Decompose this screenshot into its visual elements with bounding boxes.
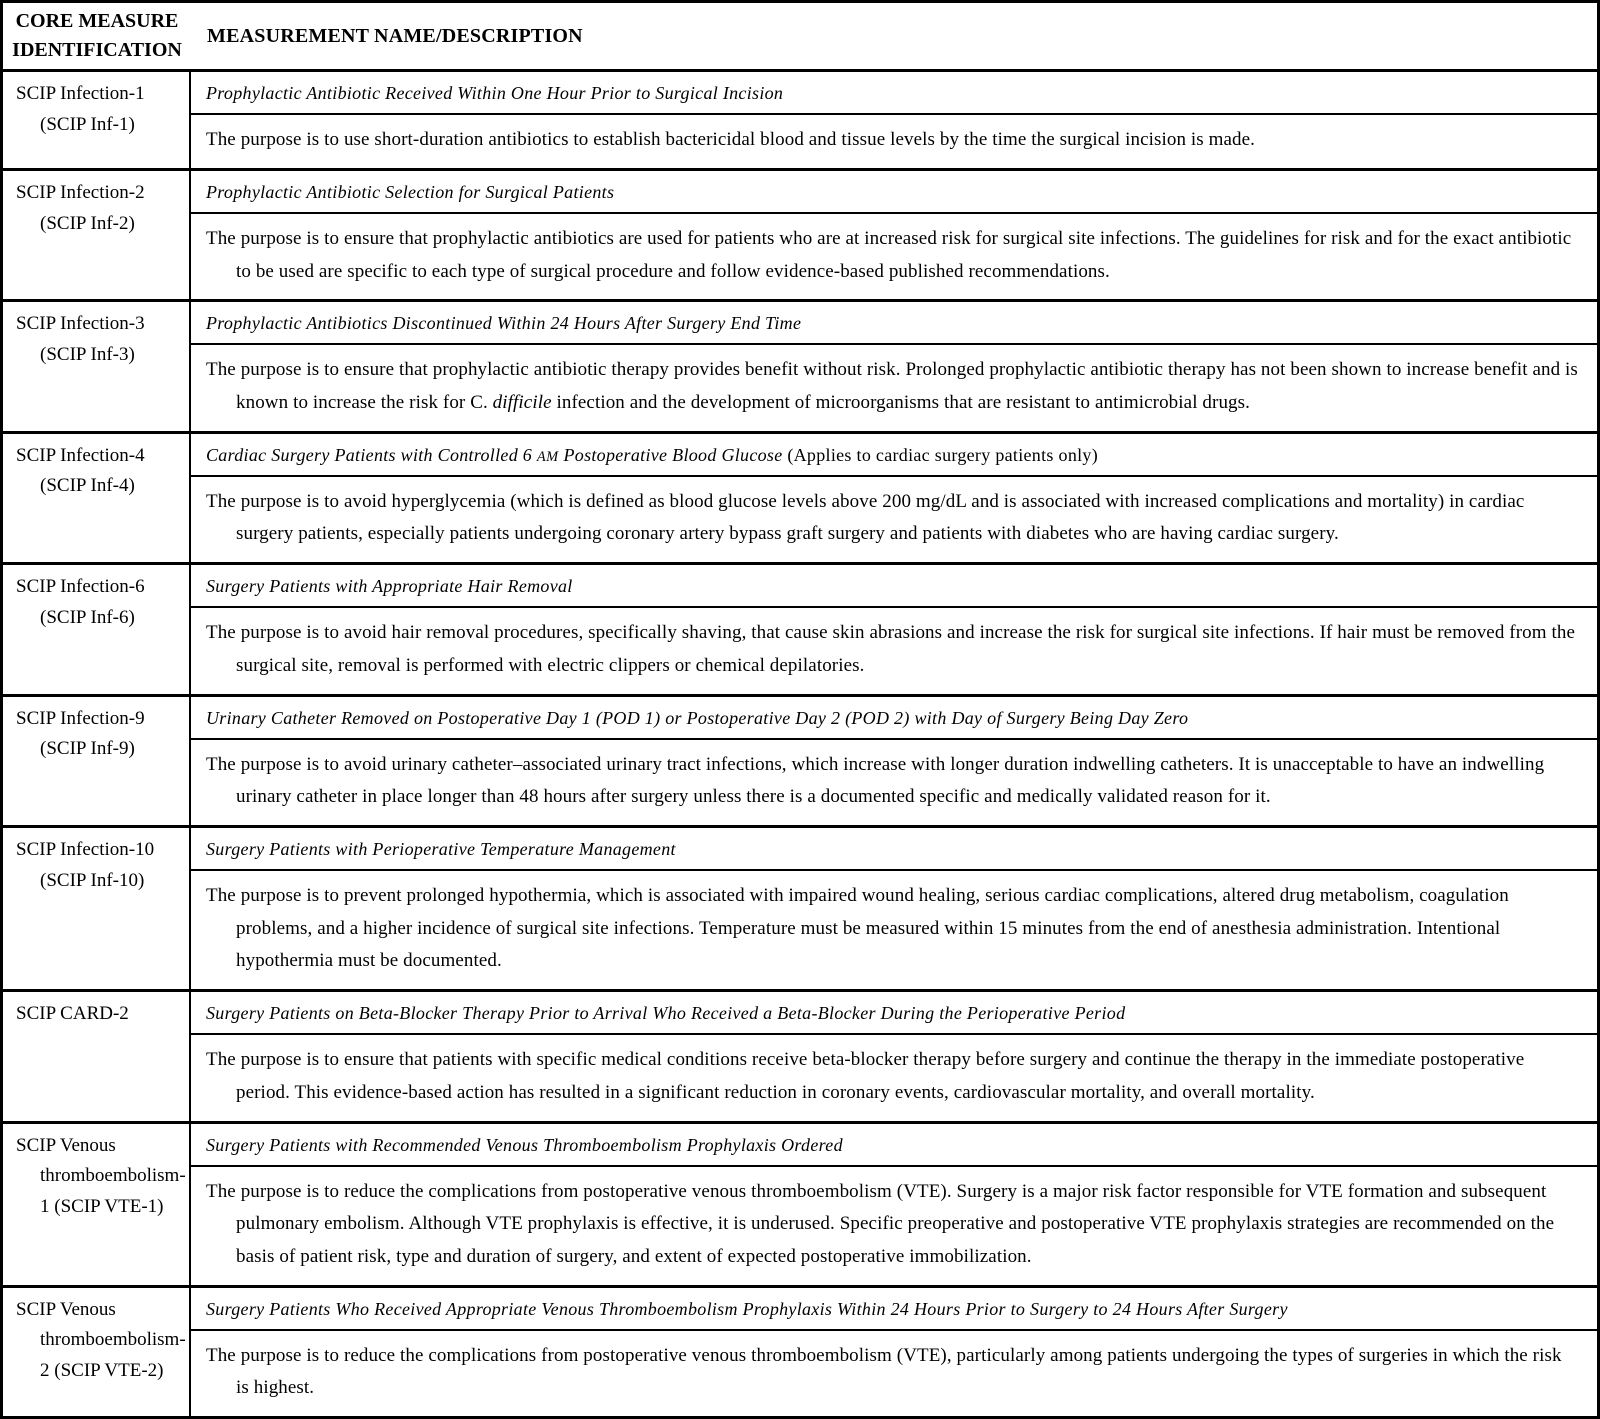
text-segment: Surgery Patients with Perioperative Temperature Management [206,838,676,859]
measure-name-text [191,697,1597,740]
text-segment: Postoperative Blood Glucose [558,444,783,465]
measure-purpose-cell [191,1167,1597,1285]
measure-description-cell [191,302,1597,430]
core-measure-id-line: (SCIP Inf-4) [40,475,135,497]
measure-purpose-cell [191,115,1597,168]
text-segment: Prophylactic Antibiotic Received Within One Hour Prior to Surgical Incision [206,83,784,103]
core-measure-id-line: 1 (SCIP VTE-1) [40,1196,164,1218]
core-measure-id-line: (SCIP Inf-2) [40,212,135,234]
measure-description-cell [191,992,1597,1120]
text-segment: (Applies to cardiac surgery patients only) [782,444,1099,465]
core-measure-id-line: (SCIP Inf-3) [40,343,135,365]
measure-purpose-cell [191,740,1597,825]
measure-purpose-text [206,354,1579,419]
header-measurement-name-description: MEASUREMENT NAME/DESCRIPTION [207,24,583,47]
measure-purpose-text [206,1044,1579,1109]
core-measure-id [3,171,191,299]
text-segment: Prophylactic Antibiotics Discontinued Within 24 Hours After Surgery End Time [206,313,802,334]
text-segment: Prophylactic Antibiotic Selection for Surgical Patients [206,181,615,202]
measure-name-text [191,992,1597,1035]
core-measure-id-line: (SCIP Inf-6) [40,606,135,628]
core-measure-id [3,565,191,693]
text-segment: Urinary Catheter Removed on Postoperative Day 1 (POD 1) or Postoperative Day 2 (POD 2) with Day of Surgery Being Day Zero [206,707,1189,728]
text-segment: The purpose is to reduce the complications from postoperative venous thromboembolism (VTE), particularly among patients undergoing the types of surgeries in which the risk is highest. [206,1344,1562,1399]
text-segment: Cardiac Surgery Patients with Controlled 6 [206,444,537,465]
table-row [3,825,1597,989]
measure-purpose-cell [191,1331,1597,1416]
table-row [3,694,1597,825]
core-measure-id-line: thromboembolism- [40,1329,186,1351]
core-measure-id [3,1288,191,1416]
text-segment: The purpose is to ensure that prophylactic antibiotics are used for patients who are at increased risk for surgical site infections. The guidelines for risk and for the exact antibiotic to be used are specific to each type of surgical procedure and follow evidence-based published recommendations. [206,227,1572,282]
text-segment: The purpose is to avoid hyperglycemia (which is defined as blood glucose levels above 200 mg/dL and is associated with increased complications and mortality) in cardiac surgery patients, especially patients undergoing coronary artery bypass graft surgery and patients with diabetes who are having cardiac surgery. [206,490,1525,545]
core-measure-id-line: thromboembolism- [40,1165,186,1187]
core-measure-id [3,72,191,168]
measure-description-cell [191,72,1597,168]
measure-purpose-cell [191,871,1597,989]
measure-name-text [191,72,1597,115]
core-measure-id-line: SCIP Infection-6 [16,576,145,598]
text-segment: Surgery Patients with Recommended Venous Thromboembolism Prophylaxis Ordered [206,1134,843,1155]
core-measure-id [3,1124,191,1285]
measure-description-cell [191,1124,1597,1285]
measure-name-text [191,171,1597,214]
measure-purpose-text [206,223,1579,288]
core-measure-id-line: SCIP Infection-10 [16,838,155,860]
measure-purpose-text [206,880,1579,978]
core-measure-id-line: SCIP Infection-2 [16,181,145,203]
measure-description-cell [191,1288,1597,1416]
text-segment: The purpose is to ensure that patients with specific medical conditions receive beta-blocker therapy before surgery and continue the therapy in the immediate postoperative period. This evidence-based action has resulted in a significant reduction in coronary events, cardiovascular mortality, and overall mortality. [206,1049,1525,1103]
core-measure-id [3,992,191,1120]
measure-purpose-cell [191,214,1597,299]
core-measure-id-line: (SCIP Inf-10) [40,869,145,891]
core-measure-id-line: SCIP Infection-9 [16,707,145,729]
text-segment: Surgery Patients with Appropriate Hair Removal [206,576,573,597]
table-row [3,299,1597,430]
measure-name-text [191,434,1597,477]
core-measure-id-line: 2 (SCIP VTE-2) [40,1360,164,1382]
core-measure-id-line: SCIP Infection-4 [16,444,145,466]
text-segment: difficile [492,391,552,413]
core-measure-id [3,434,191,562]
core-measure-id [3,828,191,989]
text-segment: Surgery Patients Who Received Appropriate Venous Thromboembolism Prophylaxis Within 24 Hours Prior to Surgery to 24 Hours After Surgery [206,1298,1288,1319]
measure-name-text [191,302,1597,345]
measure-purpose-cell [191,345,1597,430]
measure-purpose-text [206,749,1579,814]
core-measure-id-line: SCIP Venous [16,1134,116,1156]
table-row [3,168,1597,299]
text-segment: infection and the development of microorganisms that are resistant to antimicrobial drugs. [551,391,1250,413]
measure-purpose-cell [191,1035,1597,1120]
table-header-row [3,3,1597,69]
measure-purpose-text [206,1340,1579,1405]
measure-name-text [191,565,1597,608]
measure-purpose-text [206,1176,1579,1274]
text-segment: The purpose is to avoid hair removal procedures, specifically shaving, that cause skin abrasions and increase the risk for surgical site infections. If hair must be removed from the surgical site, removal is performed with electric clippers or chemical depilatories. [206,622,1575,676]
table-row [3,1121,1597,1285]
measure-description-cell [191,171,1597,299]
header-core-measure-identification: CORE MEASURE IDENTIFICATION [12,10,182,61]
text-segment: Surgery Patients on Beta-Blocker Therapy Prior to Arrival Who Received a Beta-Blocker During the Perioperative Period [206,1003,1126,1024]
text-segment: The purpose is to ensure that prophylactic antibiotic therapy provides benefit without risk. Prolonged prophylactic antibiotic therapy has not been shown to increase benefit and is known to increase the risk for C. [206,359,1578,413]
measure-name-text [191,1124,1597,1167]
measure-name-text [191,1288,1597,1331]
core-measure-id-line: SCIP Infection-3 [16,313,145,335]
measure-purpose-cell [191,608,1597,693]
measure-description-cell [191,434,1597,562]
table-row [3,1285,1597,1416]
measure-description-cell [191,828,1597,989]
core-measure-id-line: SCIP Infection-1 [16,83,145,104]
core-measure-id-line: (SCIP Inf-1) [40,113,135,135]
core-measure-id [3,302,191,430]
core-measure-id-line: (SCIP Inf-9) [40,738,135,760]
measure-description-cell [191,565,1597,693]
measure-name-text [191,828,1597,871]
table-body [3,69,1597,1416]
text-segment: The purpose is to reduce the complications from postoperative venous thromboembolism (VTE). Surgery is a major risk factor responsible for VTE formation and subsequent pulmonary embolism. Although VTE prophylaxis is effective, it is underused. Specific preoperative and postoperative VTE prophylaxis strategies are recommended on the basis of patient risk, type and duration of surgery, and extent of expected postoperative immobilization. [206,1180,1555,1267]
text-segment: AM [536,448,559,465]
core-measure-id [3,697,191,825]
table-row [3,989,1597,1120]
core-measure-id-line: SCIP Venous [16,1298,116,1320]
table-row [3,431,1597,562]
text-segment: The purpose is to use short-duration antibiotics to establish bactericidal blood and tissue levels by the time the surgical incision is made. [206,129,1256,151]
measure-purpose-text [206,124,1579,157]
measure-purpose-text [206,617,1579,682]
text-segment: The purpose is to avoid urinary catheter–associated urinary tract infections, which increase with longer duration indwelling catheters. It is unacceptable to have an indwelling urinary catheter in place longer than 48 hours after surgery unless there is a documented specific and medically validated reason for it. [206,753,1545,808]
table-row [3,562,1597,693]
core-measure-id-line: SCIP CARD-2 [16,1003,129,1025]
measure-purpose-text [206,486,1579,551]
table-row [3,69,1597,168]
measure-description-cell [191,697,1597,825]
measure-purpose-cell [191,477,1597,562]
text-segment: The purpose is to prevent prolonged hypothermia, which is associated with impaired wound healing, serious cardiac complications, altered drug metabolism, coagulation problems, and a higher incidence of surgical site infections. Temperature must be measured within 15 minutes from the end of anesthesia administration. Intentional hypothermia must be documented. [206,885,1509,972]
